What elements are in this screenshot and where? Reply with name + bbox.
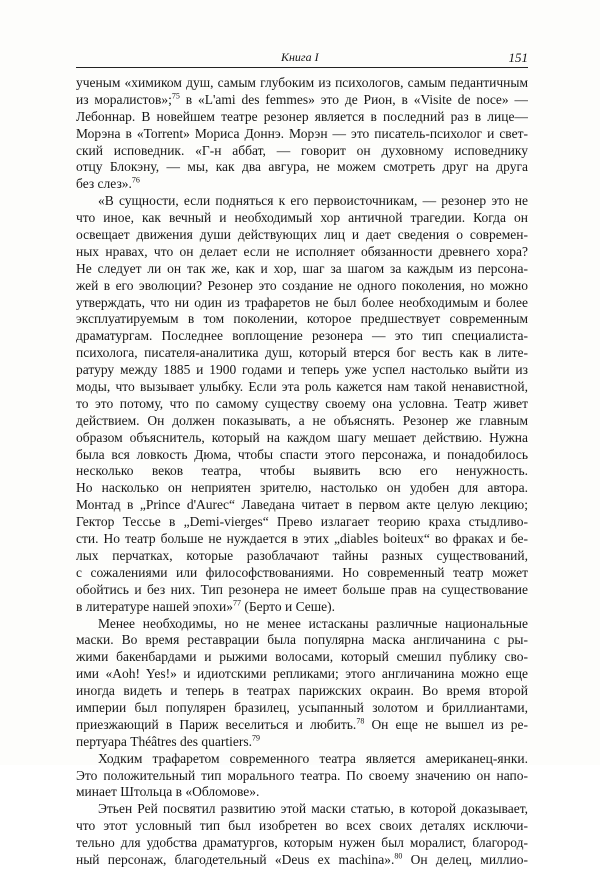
text-line bbox=[76, 278, 528, 295]
line-text-continued: Он делец, миллио- bbox=[402, 851, 528, 867]
text-line bbox=[76, 193, 528, 210]
line-text: ими «Aoh! Yes!» и идиотскими репликами; этого англичанина можно еще bbox=[76, 666, 528, 682]
text-line bbox=[76, 582, 528, 599]
footnote-ref: 79 bbox=[252, 733, 261, 743]
text-line bbox=[76, 818, 528, 835]
text-line bbox=[76, 548, 528, 565]
text-line bbox=[76, 835, 528, 852]
line-text: Гектор Тессье в „Demi-vierges“ Прево излагает теорию краха стыдливо- bbox=[76, 514, 528, 530]
running-title: Книга I bbox=[281, 50, 319, 64]
line-text: Ходким трафаретом современного театра является американец-янки. bbox=[98, 750, 528, 766]
text-line bbox=[76, 565, 528, 582]
text-line bbox=[76, 244, 528, 261]
text-line bbox=[76, 531, 528, 548]
text-line bbox=[76, 497, 528, 514]
text-line bbox=[76, 480, 528, 497]
line-text: психолога, писателя-аналитика душ, который втерся бог весть как в лите- bbox=[76, 345, 528, 361]
text-line bbox=[76, 413, 528, 430]
text-line bbox=[76, 768, 528, 785]
text-line bbox=[76, 700, 528, 717]
line-text: без слез». bbox=[76, 176, 132, 192]
text-line bbox=[76, 362, 528, 379]
line-text: несколько веков театра, чтобы выявить всю его ненужность. bbox=[76, 463, 528, 479]
line-text: маски. Во время реставрации была популярна маска англичанина с ры- bbox=[76, 632, 528, 648]
text-line bbox=[76, 666, 528, 683]
line-text: утверждать, что ни один из трафаретов не был более необходимым и более bbox=[76, 294, 528, 310]
text-line bbox=[76, 632, 528, 649]
line-text: ратуру между 1885 и 1900 годами и теперь уже успел настолько выйти из bbox=[76, 362, 528, 378]
line-text: что этот условный тип был изобретен во всех своих деталях исключи- bbox=[76, 818, 528, 834]
text-line bbox=[76, 683, 528, 700]
text-line bbox=[76, 75, 528, 92]
line-text: Но насколько он неприятен зрителю, настолько он удобен для автора. bbox=[76, 480, 528, 496]
text-line bbox=[76, 734, 528, 751]
text-line bbox=[76, 328, 528, 345]
footnote-ref: 77 bbox=[232, 598, 241, 608]
line-text: жей в его эволюции? Резонер это создание не одного поколения, но можно bbox=[76, 277, 528, 293]
line-text: тельно для удобства драматургов, которым нужен был моралист, благород- bbox=[76, 835, 528, 851]
text-line bbox=[76, 616, 528, 633]
text-line bbox=[76, 717, 528, 734]
line-text: то это потому, что по самому существу своему она условна. Театр живет bbox=[76, 395, 528, 411]
text-line bbox=[76, 396, 528, 413]
line-text: действием. Он должен показывать, а не объяснять. Резонер же главным bbox=[76, 412, 528, 428]
text-line bbox=[76, 801, 528, 818]
text-line bbox=[76, 784, 528, 801]
footnote-ref: 75 bbox=[171, 91, 180, 101]
line-text: Лебоннар. В новейшем театре резонер является в последний раз в лице— bbox=[76, 108, 528, 124]
line-text: приезжающий в Париж веселиться и любить. bbox=[76, 716, 357, 732]
line-text: Это положительный тип морального театра. По своему значению он напо- bbox=[76, 767, 528, 783]
text-line bbox=[76, 227, 528, 244]
line-text: что иное, как вечный и необходимый хор античной трагедии. Когда он bbox=[76, 210, 528, 226]
line-text: «В сущности, если подняться к его первоисточникам, — резонер это не bbox=[98, 193, 528, 209]
text-line bbox=[76, 126, 528, 143]
line-text: ных нравах, что он делает если не исполняет обязанности древнего хора? bbox=[76, 243, 528, 259]
line-text: иногда видеть и теперь в театрах парижских окраин. Во время второй bbox=[76, 683, 528, 699]
footnote-ref: 76 bbox=[131, 176, 140, 185]
line-text: моды, что вызывает улыбку. Если эта роль кажется нам такой ненавистной, bbox=[76, 379, 528, 395]
line-text-continued: Он еще не вышел из ре- bbox=[364, 716, 528, 732]
line-text: обойтись и без них. Тип резонера не имеет больше прав на существование bbox=[76, 581, 528, 597]
line-text: в литературе нашей эпохи» bbox=[76, 598, 233, 614]
text-line bbox=[76, 463, 528, 480]
line-text: пертуара Théâtres des quartiers. bbox=[76, 733, 253, 749]
text-line bbox=[76, 143, 528, 160]
text-line bbox=[76, 109, 528, 126]
text-line bbox=[76, 379, 528, 396]
text-line bbox=[76, 295, 528, 312]
text-line bbox=[76, 210, 528, 227]
line-text: жими бакенбардами и рыжими волосами, который смешил публику сво- bbox=[76, 649, 528, 665]
line-text: Этьен Рей посвятил развитию этой маски статью, в которой доказывает, bbox=[98, 801, 528, 817]
text-line bbox=[76, 599, 528, 616]
line-text: с сожалениями или философствованиями. Но современный театр может bbox=[76, 564, 528, 580]
text-line bbox=[76, 261, 528, 278]
line-text: ный персонаж, благодетельный «Deus ex machina». bbox=[76, 851, 395, 867]
line-text: отцу Блокэну, — мы, как два авгура, не можем смотреть друг на друга bbox=[76, 159, 528, 175]
text-line bbox=[76, 345, 528, 362]
page-header bbox=[76, 50, 528, 66]
line-text: ученым «химиком душ, самым глубоким из психологов, самым педантичным bbox=[76, 75, 528, 90]
line-text: Морэна в «Torrent» Мориса Доннэ. Морэн — это писатель-психолог и свет- bbox=[76, 125, 528, 141]
text-line bbox=[76, 176, 528, 193]
line-text-continued: (Берто и Сеше). bbox=[240, 598, 336, 614]
line-text: освещает движения души действующих лиц и дает сведения о современ- bbox=[76, 227, 528, 243]
text-line bbox=[76, 852, 528, 869]
line-text: ский исповедник. «Г-н аббат, — говорит он духовному исповеднику bbox=[76, 142, 528, 158]
text-line bbox=[76, 159, 528, 176]
line-text: минает Штольца в «Обломове». bbox=[76, 784, 260, 800]
line-text: была вся ловкость Дюма, чтобы спасти этого персонажа, и понадобилось bbox=[76, 446, 528, 462]
footnote-ref: 78 bbox=[356, 716, 365, 726]
text-line bbox=[76, 649, 528, 666]
text-line bbox=[76, 447, 528, 464]
line-text: эксплуатируемым в том поколении, которое предшествует современным bbox=[76, 311, 528, 327]
text-line bbox=[76, 92, 528, 109]
line-text: империи был популярен бразилец, усыпанный золотом и бриллиантами, bbox=[76, 699, 528, 715]
line-text: Монтад в „Prince d'Aurec“ Лаведана читает в первом акте целую лекцию; bbox=[76, 497, 528, 513]
line-text: Не следует ли он так же, как и хор, шаг за шагом за каждым из персона- bbox=[76, 260, 528, 276]
footnote-ref: 80 bbox=[394, 851, 403, 861]
text-line bbox=[76, 311, 528, 328]
line-text: сти. Но театр больше не нуждается в этих „diables boiteux“ во фраках и бе- bbox=[76, 531, 528, 547]
line-text: из моралистов»; bbox=[76, 91, 172, 107]
page-number: 151 bbox=[508, 50, 528, 65]
text-line bbox=[76, 430, 528, 447]
line-text: Менее необходимы, но не менее истасканы различные национальные bbox=[98, 615, 528, 631]
header-rule bbox=[76, 67, 528, 68]
text-line bbox=[76, 514, 528, 531]
line-text-continued: в «L'ami des femmes» это де Рион, в «Visite de noce» — bbox=[179, 91, 528, 107]
line-text: образом объяснитель, который на каждом шагу мешает действию. Нужна bbox=[76, 429, 528, 445]
line-text: лых перчатках, которые разоблачают тайны разных существований, bbox=[76, 547, 528, 563]
line-text: драматургам. Последнее воплощение резонера — это тип специалиста- bbox=[76, 328, 528, 344]
body-text bbox=[76, 75, 528, 869]
